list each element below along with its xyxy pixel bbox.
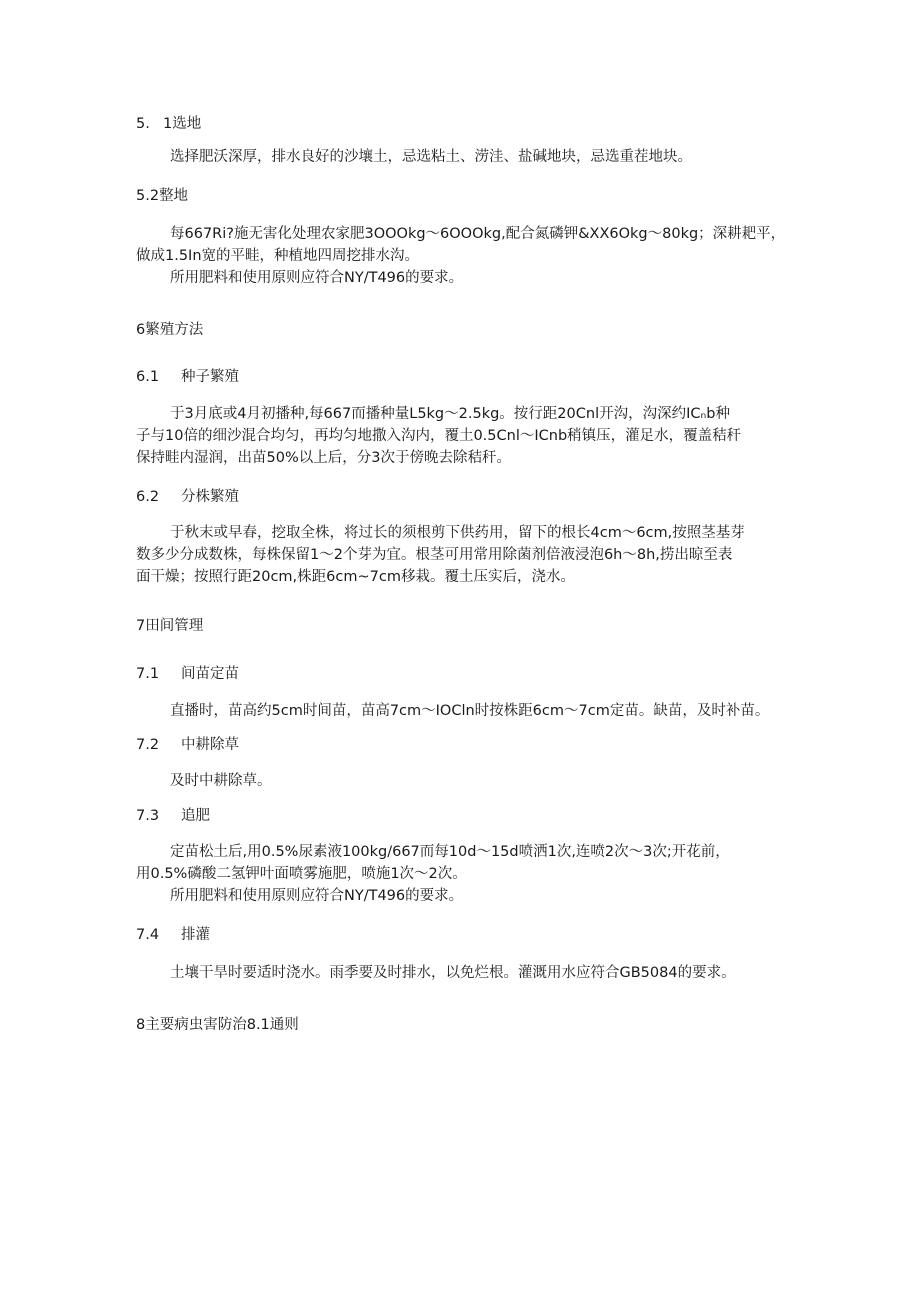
text-line: 选择肥沃深厚，排水良好的沙壤土，忌选粘土、涝洼、盐碱地块，忌选重茬地块。 (170, 149, 692, 165)
heading-5-2 (136, 186, 188, 206)
text-line: 做成1.5In宽的平畦，种植地四周挖排水沟。 (136, 248, 420, 264)
heading-title: 间苗定苗 (181, 666, 239, 682)
heading-6 (136, 320, 203, 340)
text-line: 子与10倍的细沙混合均匀，再均匀地撒入沟内，覆土0.5Cnl～ICnb稍镇压，灌足水，覆盖秸秆 (136, 428, 742, 444)
heading-number: 7.2 (136, 737, 160, 753)
heading-number: 6.2 (136, 489, 160, 505)
heading-8 (136, 1015, 299, 1035)
heading-title: 8主要病虫害防治8.1通则 (136, 1017, 299, 1033)
paragraph-7-1 (136, 700, 786, 722)
heading-6-1 (136, 367, 239, 387)
heading-7-2 (136, 735, 239, 755)
heading-7 (136, 616, 203, 636)
heading-5-1 (136, 114, 201, 134)
paragraph-6-1 (136, 403, 786, 469)
text-line: 定苗松土后,用0.5%尿素液100kg/667而每10d～15d喷洒1次,连喷2次～3次;开花前， (170, 844, 730, 860)
heading-number: 7.3 (136, 808, 160, 824)
text-line: 每667Ri?施无害化处理农家肥3OOOkg～6OOOkg,配合氮磷钾&XX6Okg～80kg；深耕耙平， (170, 226, 786, 242)
text-line: 用0.5%磷酸二氢钾叶面喷雾施肥，喷施1次～2次。 (136, 866, 467, 882)
heading-number: 5. (136, 116, 150, 132)
text-line: 面干燥；按照行距20cm,株距6cm~7cm移栽。覆土压实后，浇水。 (136, 569, 575, 585)
paragraph-7-2 (136, 770, 786, 792)
paragraph-7-4 (136, 962, 786, 984)
heading-7-1 (136, 664, 239, 684)
heading-title: 追肥 (181, 808, 210, 824)
heading-title: 分株繁殖 (181, 489, 239, 505)
paragraph-5-1 (136, 146, 786, 168)
heading-number: 6.1 (136, 369, 160, 385)
heading-title: 种子繁殖 (181, 369, 239, 385)
paragraph-6-2 (136, 522, 786, 588)
text-line: 于秋末或早春，挖取全株，将过长的须根剪下供药用，留下的根长4cm～6cm,按照茎基芽 (170, 525, 745, 541)
text-line: 数多少分成数株，每株保留1～2个芽为宜。根茎可用常用除菌剂倍液浸泡6h～8h,捞出晾至表 (136, 547, 733, 563)
heading-title: 排灌 (181, 927, 210, 943)
heading-title: 6繁殖方法 (136, 322, 204, 338)
heading-title: 整地 (159, 188, 189, 204)
text-line: 土壤干旱时要适时浇水。雨季要及时排水，以免烂根。灌溉用水应符合GB5084的要求。 (170, 965, 736, 981)
text-line: 于3月底或4月初播种,每667而播种量L5kg～2.5kg。按行距20Cnl开沟，沟深约ICₙb种 (170, 406, 730, 422)
paragraph-5-2 (136, 223, 786, 289)
heading-title: 7田间管理 (136, 618, 204, 634)
heading-7-3 (136, 806, 210, 826)
heading-title: 1选地 (163, 116, 202, 132)
heading-title: 中耕除草 (181, 737, 239, 753)
heading-6-2 (136, 487, 239, 507)
heading-number: 7.1 (136, 666, 160, 682)
text-line: 保持畦内湿润，出苗50%以上后，分3次于傍晚去除秸秆。 (136, 450, 511, 466)
paragraph-7-3 (136, 841, 786, 907)
heading-number: 5.2 (136, 188, 160, 204)
heading-number: 7.4 (136, 927, 160, 943)
text-line: 及时中耕除草。 (170, 773, 272, 789)
text-line: 所用肥料和使用原则应符合NY/T496的要求。 (170, 270, 464, 286)
text-line: 所用肥料和使用原则应符合NY/T496的要求。 (170, 888, 464, 904)
heading-7-4 (136, 925, 210, 945)
text-line: 直播时，苗高约5cm时间苗，苗高7cm～IOCln时按株距6cm～7cm定苗。缺苗，及时补苗。 (170, 703, 770, 719)
